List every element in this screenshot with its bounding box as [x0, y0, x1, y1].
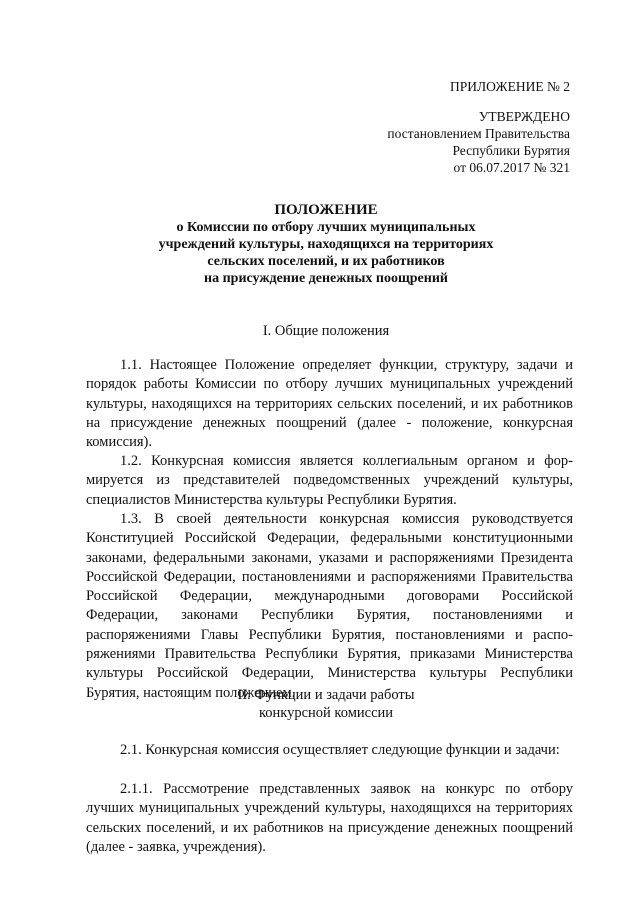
approval-block	[387, 108, 570, 176]
title-line2: учреждений культуры, находящихся на территориях	[158, 237, 494, 252]
title-line4: на присуждение денежных поощрений	[204, 271, 448, 286]
paragraph-1-3: 1.3. В своей деятельности конкурсная комиссия руководствуется Конституцией Российской Федерации, федеральными конституционными законами, федеральными законами, указами и распоряжениями Президента Российской Федерации, постановлениями и распоряжениями Правительства Российской Федерации, международными договорами Российской Федерации, законами Республики Бурятия, постановлениями и распоряжениями Главы Республики Бурятия, постановлениями и распоряжениями Правительства Республики Бурятия, приказами Министерства культуры Российской Федерации, Министерства культуры Республики Бурятия, настоящим положением.	[86, 511, 573, 701]
section-heading-2	[90, 686, 562, 722]
paragraph-2-1: 2.1. Конкурсная комиссия осуществляет следующие функции и задачи:	[120, 742, 560, 758]
paragraph-2-1-1: 2.1.1. Рассмотрение представленных заявок на конкурс по отбору лучших муниципальных учреждений культуры, находящихся на территориях сельских поселений, и их работников на присуждение денежных поощрений (далее - заявка, учреждения).	[86, 781, 573, 855]
paragraph-1-1: 1.1. Настоящее Положение определяет функции, структуру, задачи и порядок работы Комиссии по отбору лучших муниципальных учреждений культуры, находящихся на территориях сельских поселений, и их работников на присуждение денежных поощрений (далее - положение, конкурсная комиссия).	[86, 357, 573, 451]
approved-by-line1: постановлением Правительства	[387, 126, 570, 141]
paragraph-1-2: 1.2. Конкурсная комиссия является коллегиальным органом и формируется из представителей подведомственных учреждений культуры, специалистов Министерства культуры Республики Бурятия.	[86, 453, 573, 508]
section-heading-1: I. Общие положения	[262, 323, 390, 339]
title-line1: о Комиссии по отбору лучших муниципальных	[176, 220, 476, 235]
approval-date: от 06.07.2017 № 321	[453, 160, 570, 175]
appendix-label: ПРИЛОЖЕНИЕ № 2	[449, 79, 570, 94]
approved-label: УТВЕРЖДЕНО	[478, 109, 570, 124]
approved-by-line2: Республики Бурятия	[452, 143, 570, 158]
section-heading-2-line2: конкурсной комиссии	[258, 705, 394, 721]
document-title	[90, 202, 562, 287]
section-heading-2-line1: II. Функции и задачи работы	[237, 687, 415, 703]
title-line3: сельских поселений, и их работников	[207, 254, 445, 269]
title-main: ПОЛОЖЕНИЕ	[274, 202, 378, 218]
